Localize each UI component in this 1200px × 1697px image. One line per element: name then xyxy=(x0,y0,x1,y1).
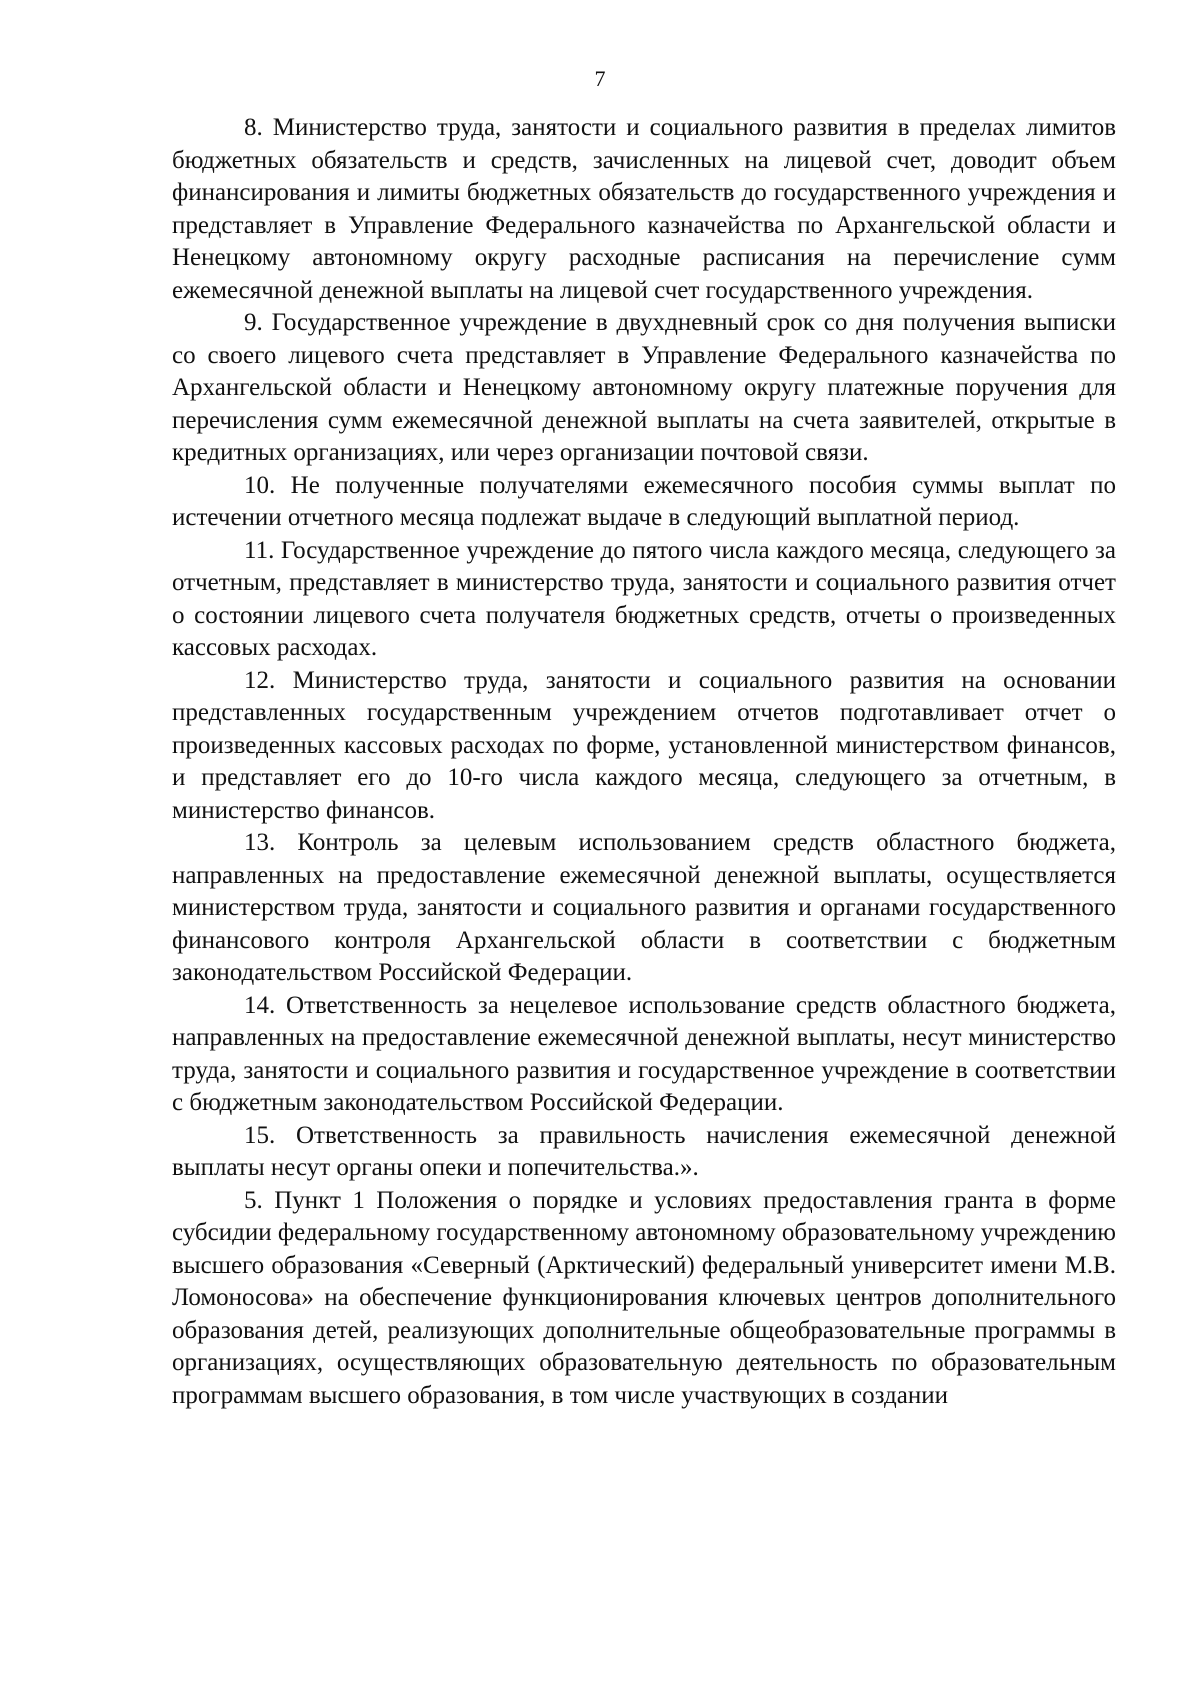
paragraph-item-5: 5. Пункт 1 Положения о порядке и условиях предоставления гранта в форме субсидии федеральному государственному автономному образовательному учреждению высшего образования «Северный (Арктический) федеральный университет имени М.В. Ломоносова» на обеспечение функционирования ключевых центров дополнительного образования детей, реализующих дополнительные общеобразовательные программы в организациях, осуществляющих образовательную деятельность по образовательным программам высшего образования, в том числе участвующих в создании xyxy=(172,1186,1116,1409)
page-number: 7 xyxy=(594,66,606,91)
paragraph-10: 10. Не полученные получателями ежемесячного пособия суммы выплат по истечении отчетного месяца подлежат выдаче в следующий выплатной период. xyxy=(172,471,1116,531)
paragraph-15: 15. Ответственность за правильность начисления ежемесячной денежной выплаты несут органы опеки и попечительства.». xyxy=(172,1121,1116,1181)
paragraph-8: 8. Министерство труда, занятости и социального развития в пределах лимитов бюджетных обязательств и средств, зачисленных на лицевой счет, доводит объем финансирования и лимиты бюджетных обязательств до государственного учреждения и представляет в Управление Федерального казначейства по Архангельской области и Ненецкому автономному округу расходные расписания на перечисление сумм ежемесячной денежной выплаты на лицевой счет государственного учреждения. xyxy=(172,114,1116,304)
paragraph-12: 12. Министерство труда, занятости и социального развития на основании представленных государственным учреждением отчетов подготавливает отчет о произведенных кассовых расходах по форме, установленной министерством финансов, и представляет его до 10-го числа каждого месяца, следующего за отчетным, в министерство финансов. xyxy=(172,666,1116,824)
paragraph-13: 13. Контроль за целевым использованием средств областного бюджета, направленных на предоставление ежемесячной денежной выплаты, осуществляется министерством труда, занятости и социального развития и органами государственного финансового контроля Архангельской области в соответствии с бюджетным законодательством Российской Федерации. xyxy=(172,829,1116,986)
paragraph-11: 11. Государственное учреждение до пятого числа каждого месяца, следующего за отчетным, представляет в министерство труда, занятости и социального развития отчет о состоянии лицевого счета получателя бюджетных средств, отчеты о произведенных кассовых расходах. xyxy=(172,536,1116,661)
paragraph-14: 14. Ответственность за нецелевое использование средств областного бюджета, направленных на предоставление ежемесячной денежной выплаты, несут министерство труда, занятости и социального развития и государственное учреждение в соответствии с бюджетным законодательством Российской Федерации. xyxy=(172,991,1116,1116)
document-body xyxy=(172,112,1116,1412)
paragraph-9: 9. Государственное учреждение в двухдневный срок со дня получения выписки со своего лицевого счета представляет в Управление Федерального казначейства по Архангельской области и Ненецкому автономному округу платежные поручения для перечисления сумм ежемесячной денежной выплаты на счета заявителей, открытые в кредитных организациях, или через организации почтовой связи. xyxy=(172,309,1116,466)
